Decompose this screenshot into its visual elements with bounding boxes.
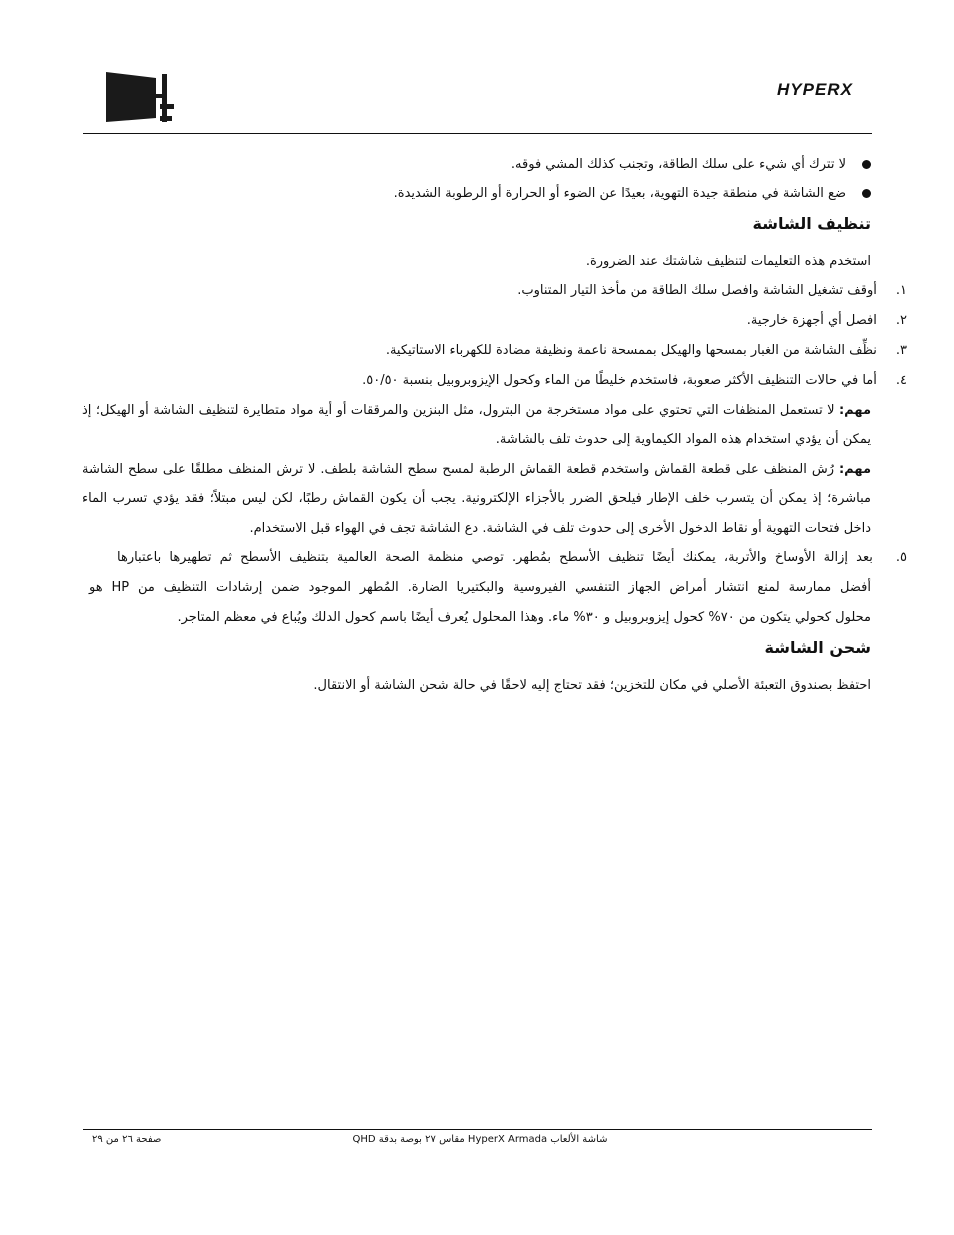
step-item: [147, 311, 907, 331]
important-text: مباشرة؛ إذ يمكن أن يتسرب خلف الإطار فيلحق الضرر بالأجزاء الإلكترونية. يجب أن يكون القماش رطبًا، لكن ليس مبتلاً؛ فقد يؤدي تسرب الماء: [82, 491, 871, 506]
important-note: [82, 401, 871, 421]
step-number: ٣.: [895, 343, 907, 358]
hyperx-logo: HYPERX: [777, 80, 853, 99]
cleaning-intro: استخدم هذه التعليمات لتنظيف شاشتك عند الضرورة.: [585, 254, 871, 269]
header-divider: [83, 133, 872, 134]
section-heading-cleaning: تنظيف الشاشة: [752, 214, 871, 233]
step-item: [147, 281, 907, 301]
step-number: ٤.: [895, 373, 907, 388]
step-number: ١.: [895, 283, 907, 298]
step-item: [117, 548, 907, 568]
footer-divider: [83, 1129, 872, 1130]
step-text: أفضل ممارسة لمنع انتشار أمراض الجهاز التنفسي الفيروسية والبكتيريا الضارة. المُطهر الموجود ضمن إرشادات التنظيف من HP هو: [89, 580, 871, 595]
important-text: يمكن أن يؤدي استخدام هذه المواد الكيماوية إلى حدوث تلف بالشاشة.: [495, 432, 871, 447]
bullet-text: لا تترك أي شيء على سلك الطاقة، وتجنب كذلك المشي فوقه.: [510, 157, 846, 172]
important-text: لا تستعمل المنظفات التي تحتوي على مواد مستخرجة من البترول، مثل البنزين والمرققات أو أية مواد متطايرة لتنظيف الشاشة أو الهيكل؛ إذ: [82, 403, 835, 418]
step-text: نظِّف الشاشة من الغبار بمسحها والهيكل بممسحة ناعمة ونظيفة مضادة للكهرباء الاستاتيكية.: [385, 343, 877, 358]
document-title: شاشة الألعاب HyperX Armada مقاس ٢٧ بوصة بدقة QHD: [352, 1134, 608, 1145]
monitor-arm-icon: [104, 70, 176, 126]
step-text: محلول كحولي يتكون من ٧٠% كحول إيزوبروبيل و ٣٠% ماء. وهذا المحلول يُعرف أيضًا باسم كحول الدلك ويُباع في معظم المتاجر.: [177, 610, 871, 625]
list-item: [82, 155, 871, 175]
step-text: افصل أي أجهزة خارجية.: [746, 313, 877, 328]
bullet-icon: [862, 160, 871, 169]
step-item: [147, 341, 907, 361]
section-heading-shipping: شحن الشاشة: [764, 638, 871, 657]
important-text: داخل فتحات التهوية أو نقاط الدخول الأخرى إلى حدوث تلف في الشاشة. دع الشاشة تجف في الهواء قبل الاستخدام.: [249, 521, 871, 536]
bullet-icon: [862, 189, 871, 198]
step-item: [147, 371, 907, 391]
list-item: [82, 184, 871, 204]
step-text: بعد إزالة الأوساخ والأتربة، يمكنك أيضًا تنظيف الأسطح بمُطهر. توصي منظمة الصحة العالمية بتنظيف الأسطح ثم تطهيرها باعتبارها: [117, 550, 873, 565]
important-label: مهم:: [838, 462, 871, 477]
page-number: صفحة ٢٦ من ٢٩: [92, 1134, 162, 1145]
step-number: ٥.: [895, 550, 908, 565]
shipping-text: احتفظ بصندوق التعبئة الأصلي في مكان للتخزين؛ فقد تحتاج إليه لاحقًا في حالة شحن الشاشة أو الانتقال.: [313, 678, 871, 693]
step-text: أما في حالات التنظيف الأكثر صعوبة، فاستخدم خليطًا من الماء وكحول الإيزوبروبيل بنسبة ٥٠/٥٠.: [362, 373, 877, 388]
important-note: [82, 460, 871, 480]
step-number: ٢.: [895, 313, 907, 328]
bullet-text: ضع الشاشة في منطقة جيدة التهوية، بعيدًا عن الضوء أو الحرارة أو الرطوبة الشديدة.: [393, 186, 846, 201]
important-label: مهم:: [838, 403, 871, 418]
important-text: رُش المنظف على قطعة القماش واستخدم قطعة القماش الرطبة لمسح سطح الشاشة بلطف. لا ترش المنظف مطلقًا على سطح الشاشة: [82, 462, 834, 477]
step-text: أوقف تشغيل الشاشة وافصل سلك الطاقة من مأخذ التيار المتناوب.: [517, 283, 877, 298]
